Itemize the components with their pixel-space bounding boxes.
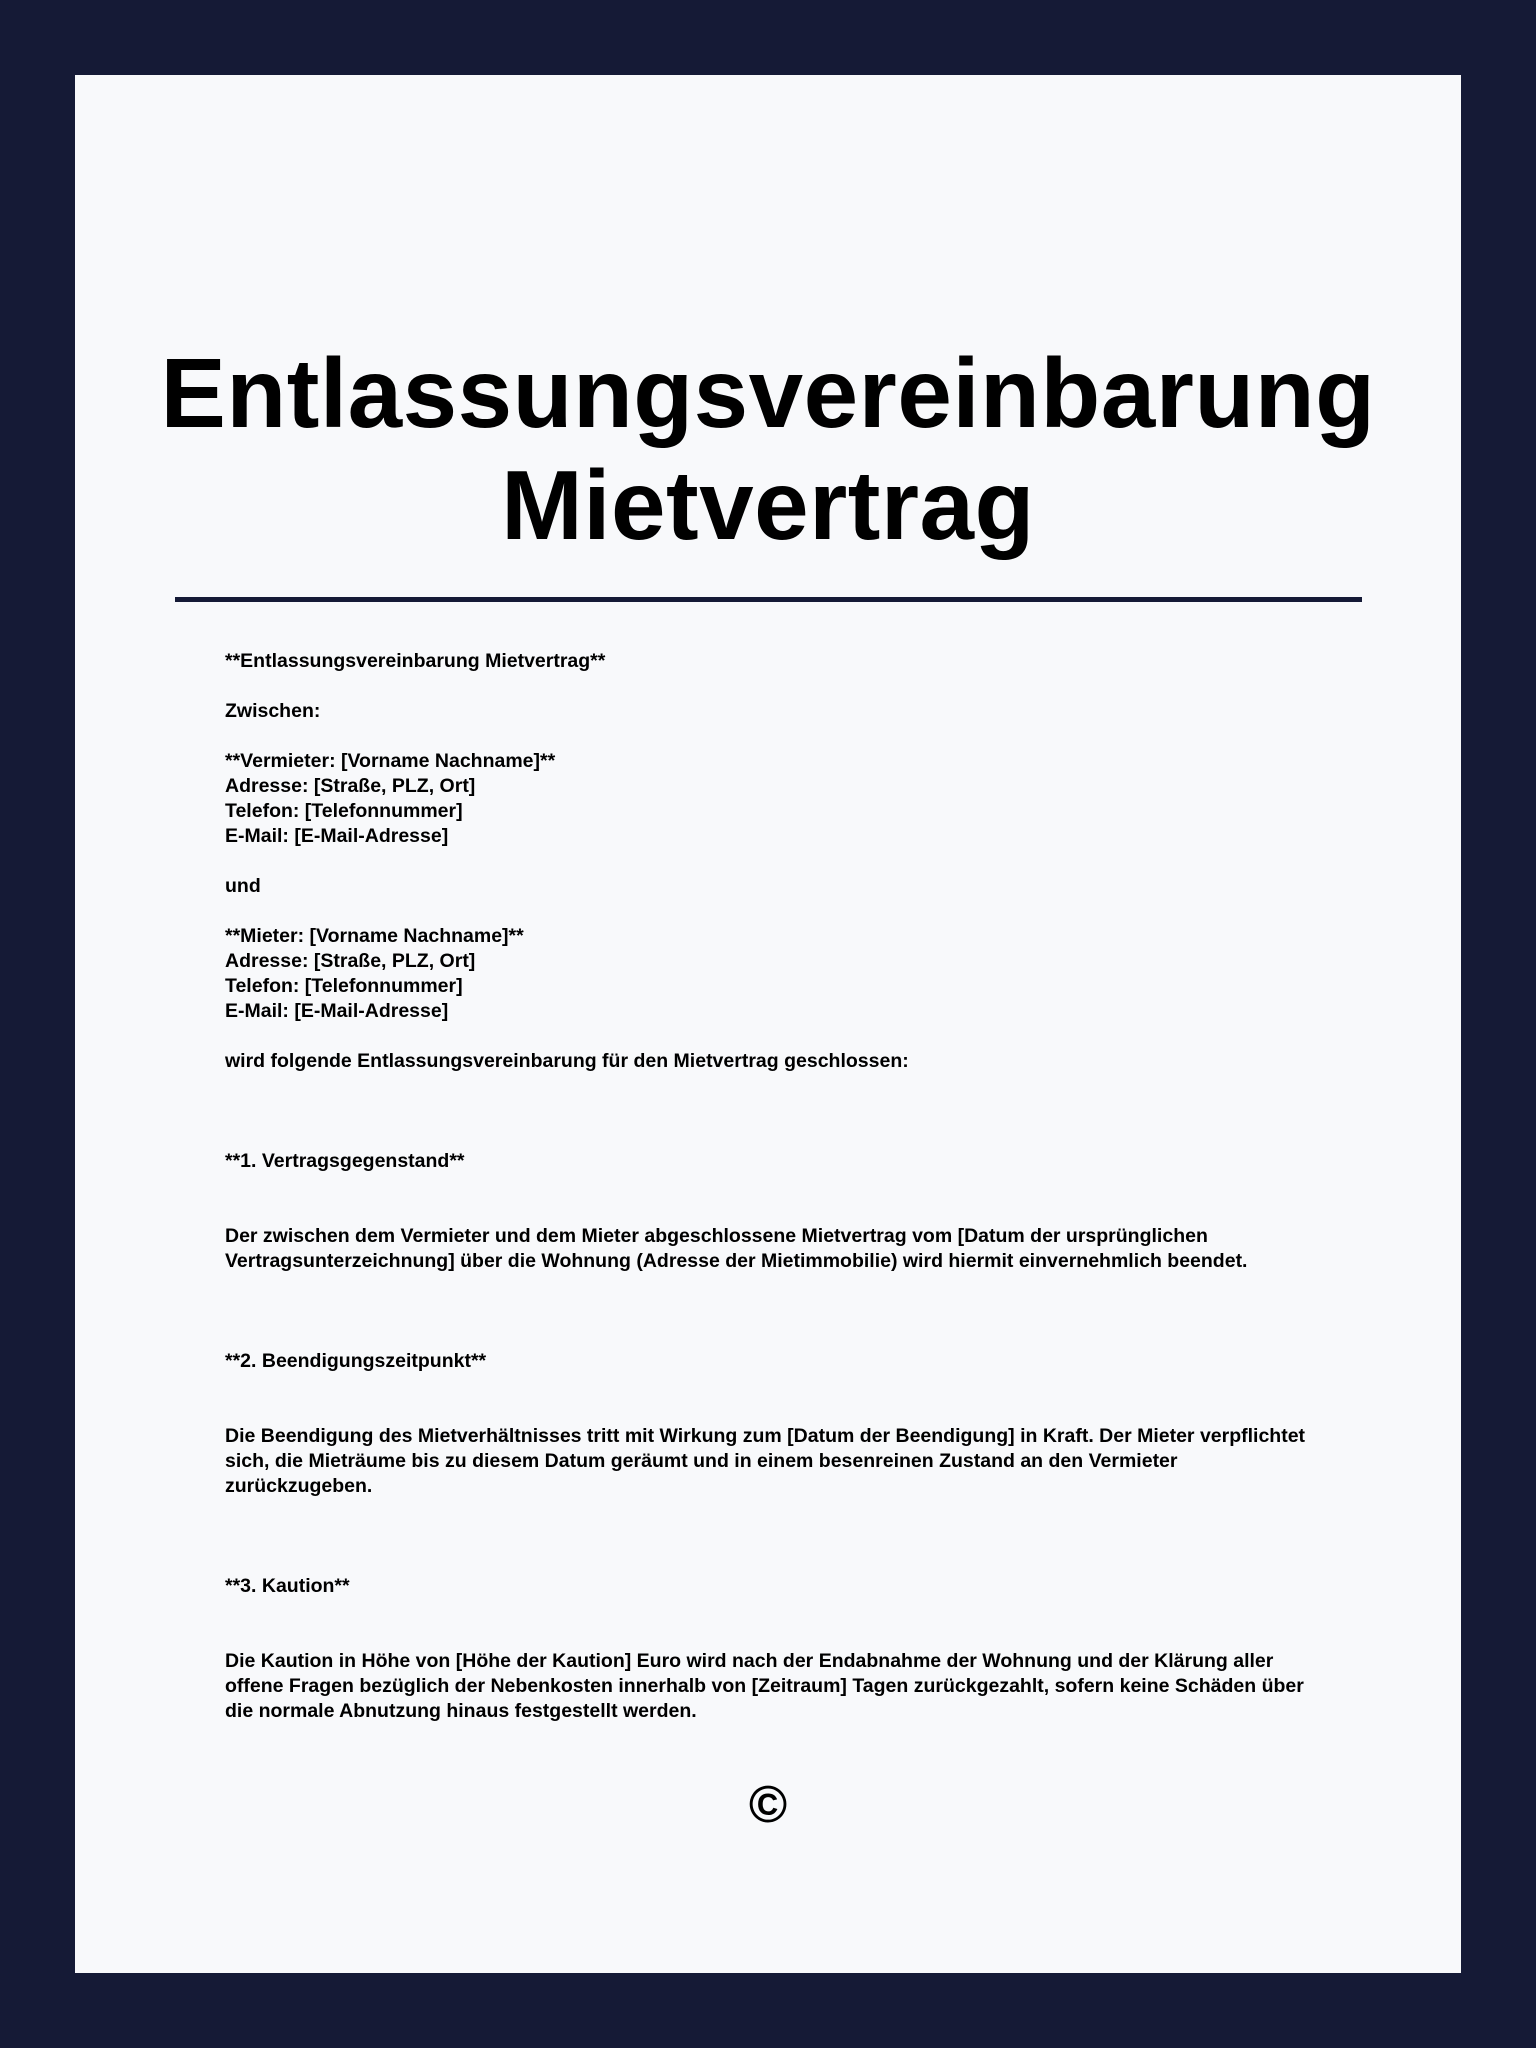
- section-heading: **2. Beendigungszeitpunkt**: [225, 1350, 487, 1372]
- tenant-name: **Mieter: [Vorname Nachname]**: [225, 925, 524, 947]
- landlord-name: **Vermieter: [Vorname Nachname]**: [225, 750, 556, 772]
- landlord-block: [225, 749, 1425, 849]
- title-divider: [175, 597, 1362, 602]
- intro-text: wird folgende Entlassungsvereinbarung für den Mietvertrag geschlossen:: [225, 1050, 909, 1072]
- landlord-email: E-Mail: [E-Mail-Adresse]: [225, 825, 449, 847]
- section-text-line: Vertragsunterzeichnung] über die Wohnung (Adresse der Mietimmobilie) wird hiermit einvernehmlich beendet.: [225, 1250, 1248, 1272]
- body-heading: **Entlassungsvereinbarung Mietvertrag**: [225, 650, 606, 672]
- copyright-icon: ©: [748, 1776, 788, 1834]
- section-3: [225, 1574, 1425, 1724]
- section-text-line: sich, die Mieträume bis zu diesem Datum geräumt und in einem besenreinen Zustand an den Vermieter: [225, 1450, 1178, 1472]
- tenant-block: [225, 924, 1425, 1024]
- section-heading: **1. Vertragsgegenstand**: [225, 1150, 465, 1172]
- section-1: [225, 1149, 1425, 1274]
- and-label: und: [225, 875, 261, 897]
- section-2: [225, 1349, 1425, 1499]
- section-text-line: Die Beendigung des Mietverhältnisses tritt mit Wirkung zum [Datum der Beendigung] in Kraft. Der Mieter verpflichtet: [225, 1425, 1306, 1447]
- title-line-1: Entlassungsvereinbarung: [160, 338, 1376, 448]
- document-page: [75, 75, 1461, 1973]
- document-title: [75, 337, 1461, 561]
- section-text-line: Die Kaution in Höhe von [Höhe der Kaution] Euro wird nach der Endabnahme der Wohnung und der Klärung aller: [225, 1650, 1274, 1672]
- section-text-line: die normale Abnutzung hinaus festgestellt werden.: [225, 1700, 697, 1722]
- section-heading: **3. Kaution**: [225, 1575, 350, 1597]
- section-text-line: zurückzugeben.: [225, 1475, 373, 1497]
- tenant-phone: Telefon: [Telefonnummer]: [225, 975, 463, 997]
- title-line-2: Mietvertrag: [501, 450, 1035, 560]
- tenant-address: Adresse: [Straße, PLZ, Ort]: [225, 950, 476, 972]
- landlord-address: Adresse: [Straße, PLZ, Ort]: [225, 775, 476, 797]
- document-body: [225, 649, 1425, 1724]
- between-label: Zwischen:: [225, 700, 321, 722]
- tenant-email: E-Mail: [E-Mail-Adresse]: [225, 1000, 449, 1022]
- landlord-phone: Telefon: [Telefonnummer]: [225, 800, 463, 822]
- section-text-line: offene Fragen bezüglich der Nebenkosten innerhalb von [Zeitraum] Tagen zurückgezahlt, sofern keine Schäden über: [225, 1675, 1304, 1697]
- section-text-line: Der zwischen dem Vermieter und dem Mieter abgeschlossene Mietvertrag vom [Datum der ursprünglichen: [225, 1225, 1208, 1247]
